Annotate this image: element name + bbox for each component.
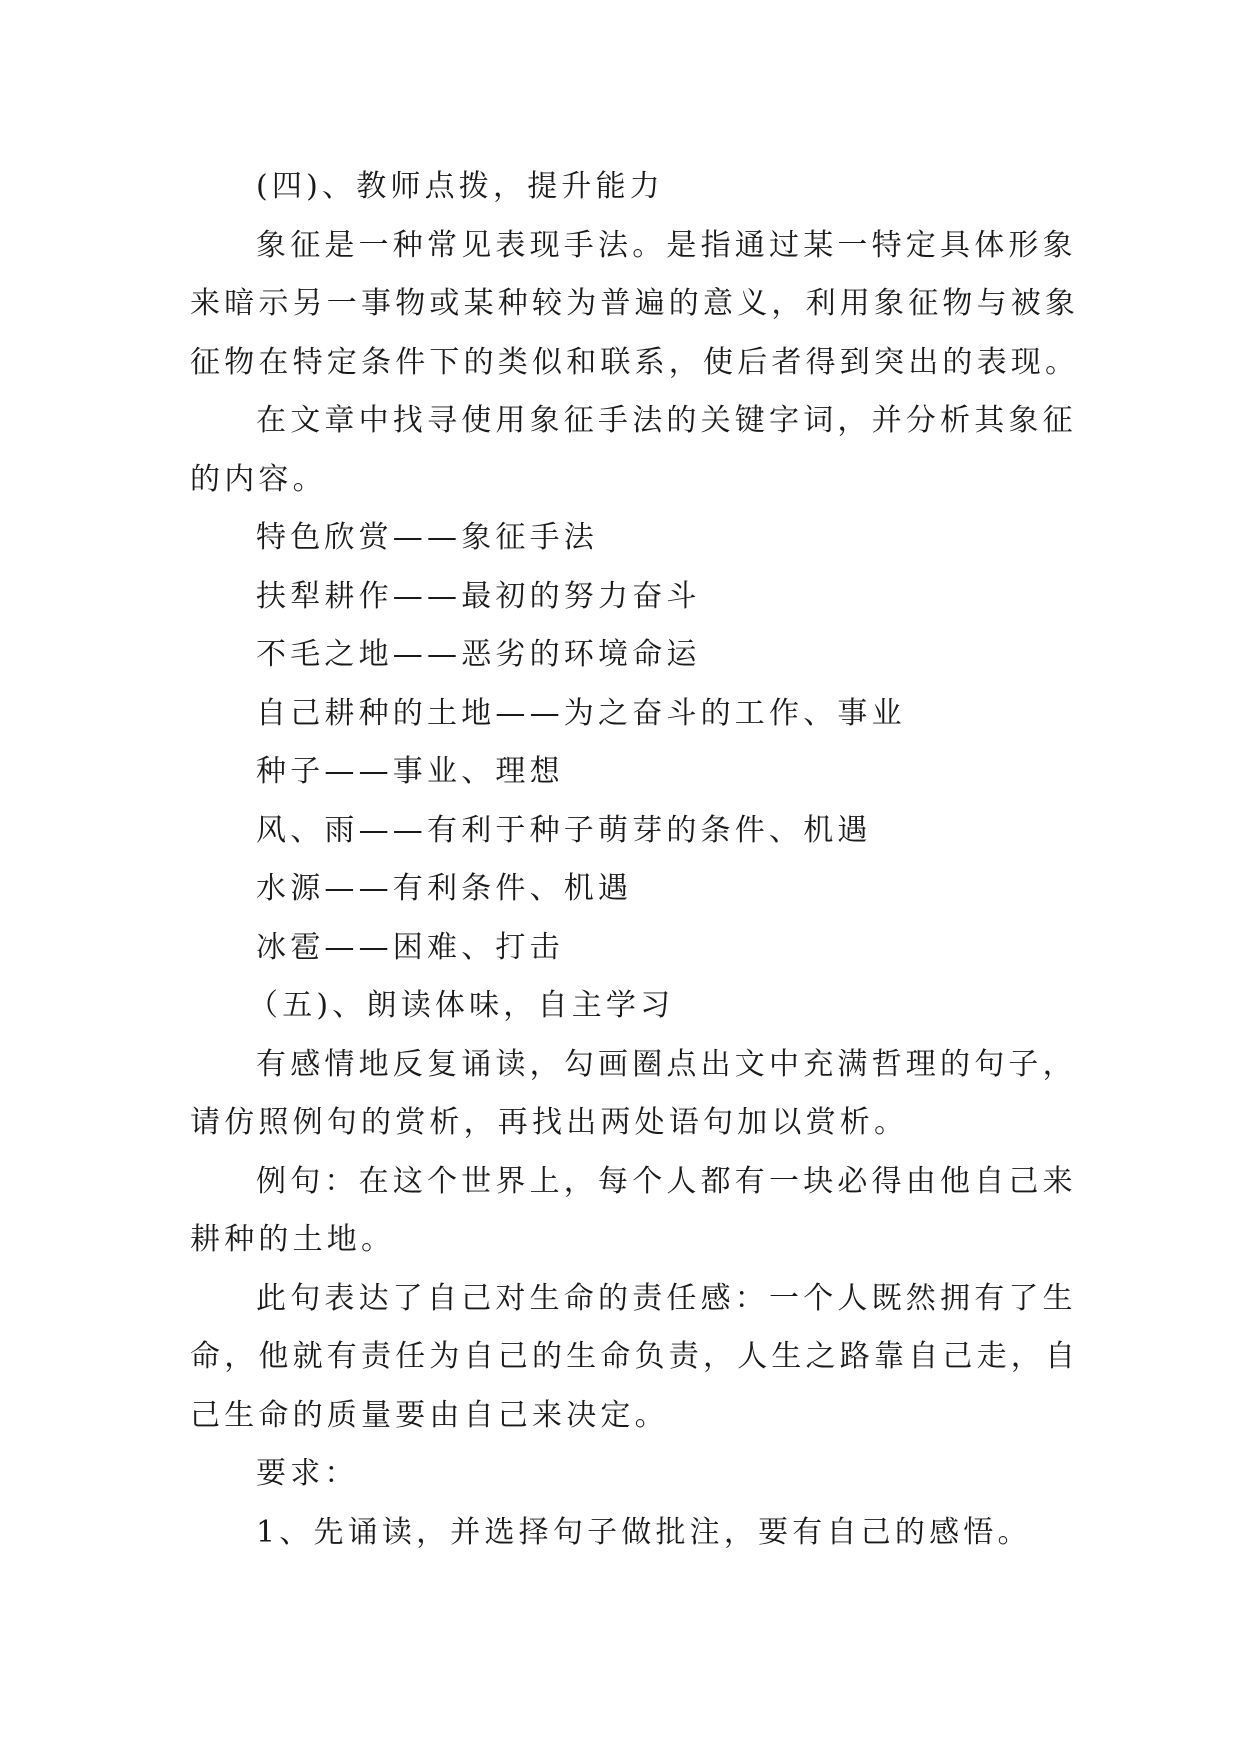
symbol-item: 风、雨——有利于种子萌芽的条件、机遇 bbox=[256, 812, 872, 848]
example-sentence-line-2: 耕种的土地。 bbox=[190, 1222, 396, 1257]
symbol-item: 种子——事业、理想 bbox=[256, 754, 564, 789]
symbolism-definition-line-2: 来暗示另一事物或某种较为普遍的意义，利用象征物与被象 bbox=[190, 286, 1080, 321]
section-five-heading: （五)、朗读体味，自主学习 bbox=[248, 988, 675, 1023]
reading-instruction-line-2: 请仿照例句的赏析，再找出两处语句加以赏析。 bbox=[190, 1105, 909, 1140]
example-analysis-line-1: 此句表达了自己对生命的责任感：一个人既然拥有了生 bbox=[256, 1280, 1077, 1316]
example-analysis-line-2: 命，他就有责任为自己的生命负责，人生之路靠自己走，自 bbox=[190, 1339, 1080, 1374]
requirement-item-1: 1、先诵读，并选择句子做批注，要有自己的感悟。 bbox=[256, 1514, 1032, 1550]
task-instruction-line-2: 的内容。 bbox=[190, 461, 327, 497]
symbol-item: 冰雹——困难、打击 bbox=[256, 929, 564, 965]
requirements-label: 要求： bbox=[256, 1456, 359, 1491]
symbol-item: 水源——有利条件、机遇 bbox=[256, 871, 633, 906]
feature-appreciation-title: 特色欣赏——象征手法 bbox=[256, 520, 598, 555]
section-four-heading: (四)、教师点拨，提升能力 bbox=[256, 169, 665, 204]
symbol-item: 自己耕种的土地——为之奋斗的工作、事业 bbox=[256, 695, 906, 731]
symbol-item: 不毛之地——恶劣的环境命运 bbox=[256, 637, 701, 672]
reading-instruction-line-1: 有感情地反复诵读，勾画圈点出文中充满哲理的句子， bbox=[256, 1046, 1077, 1082]
document-body bbox=[190, 158, 1080, 1562]
example-sentence-line-1: 例句：在这个世界上，每个人都有一块必得由他自己来 bbox=[256, 1163, 1077, 1199]
symbol-item: 扶犁耕作——最初的努力奋斗 bbox=[256, 578, 701, 614]
symbolism-definition-line-3: 征物在特定条件下的类似和联系，使后者得到突出的表现。 bbox=[190, 344, 1080, 380]
symbolism-definition-line-1: 象征是一种常见表现手法。是指通过某一特定具体形象 bbox=[256, 227, 1077, 263]
example-analysis-line-3: 己生命的质量要由自己来决定。 bbox=[190, 1397, 669, 1433]
task-instruction-line-1: 在文章中找寻使用象征手法的关键字词，并分析其象征 bbox=[256, 403, 1077, 438]
